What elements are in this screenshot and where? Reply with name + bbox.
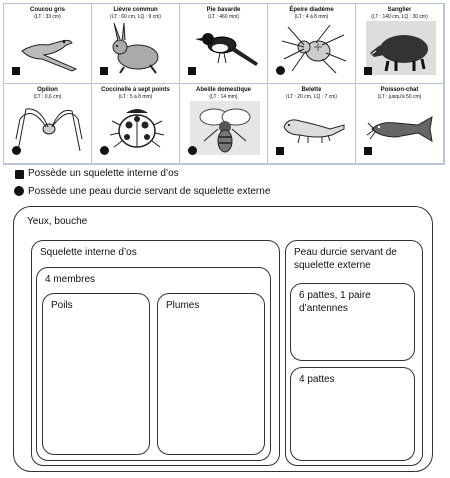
animal-card <box>268 4 356 84</box>
circle-marker-icon <box>100 146 109 155</box>
box-hair <box>42 293 150 455</box>
animal-size: (LT : 140 cm, LQ : 30 cm) <box>371 14 428 20</box>
animal-name: Coccinelle à sept points <box>101 87 170 93</box>
box-label-feathers: Plumes <box>166 300 200 311</box>
animal-size: (LT : 60 cm, LQ : 9 cm) <box>110 14 161 20</box>
animal-name: Sanglier <box>387 7 412 13</box>
box-feathers <box>157 293 265 455</box>
animal-size: (LT : 4 à 8 mm) <box>294 14 329 20</box>
box-label-four-legs: 4 pattes <box>299 374 335 385</box>
animal-size: (LT : jusqu'à 50 cm) <box>377 94 422 100</box>
weasel-icon <box>278 101 348 155</box>
ladybug-icon <box>102 101 172 155</box>
harvestman-icon <box>14 101 84 155</box>
circle-marker-icon <box>188 146 197 155</box>
square-marker-icon <box>188 67 196 75</box>
animal-size: (LT : 5 à 8 mm) <box>118 94 153 100</box>
animal-card <box>180 84 268 164</box>
animal-card <box>4 4 92 84</box>
bee-icon <box>190 101 260 155</box>
animal-size: (LT : 460 mm) <box>208 14 239 20</box>
legend-external-skeleton: Possède une peau durcie servant de squelette externe <box>28 186 271 197</box>
box-label-external-skeleton: Peau durcie servant de squelette externe <box>294 247 397 271</box>
box-label-six-legs: 6 pattes, 1 paire d’antennes <box>299 290 371 314</box>
circle-marker-icon <box>12 146 21 155</box>
animal-card <box>4 84 92 164</box>
animal-card <box>356 4 444 84</box>
legend-internal-skeleton: Possède un squelette interne d’os <box>28 168 179 179</box>
animal-size: (LT : 33 cm) <box>34 14 61 20</box>
bird-icon <box>14 21 84 75</box>
circle-marker-icon <box>276 66 285 75</box>
box-label-hair: Poils <box>51 300 73 311</box>
animal-size: (LT : 0,6 cm) <box>33 94 62 100</box>
animal-card <box>180 4 268 84</box>
square-marker-icon <box>364 147 372 155</box>
box-label-four-limbs: 4 membres <box>45 274 96 285</box>
animal-name: Épeire diadème <box>289 7 334 13</box>
square-marker-icon <box>276 147 284 155</box>
catfish-icon <box>366 101 436 155</box>
magpie-icon <box>190 21 260 75</box>
animal-card <box>356 84 444 164</box>
animal-size: (LT : 14 mm) <box>209 94 238 100</box>
square-marker-icon <box>12 67 20 75</box>
animal-card <box>92 84 180 164</box>
spider-icon <box>278 21 348 75</box>
animal-name: Abeille domestique <box>195 87 251 93</box>
box-label-internal-skeleton: Squelette interne d’os <box>40 247 137 258</box>
animal-size: (LT : 20 cm, LQ : 7 cm) <box>286 94 337 100</box>
animal-card <box>268 84 356 164</box>
animal-name: Poisson-chat <box>380 87 419 93</box>
animal-card <box>92 4 180 84</box>
box-six-legs <box>290 283 415 361</box>
hare-icon <box>102 21 172 75</box>
box-label-eyes-mouth: Yeux, bouche <box>27 216 88 227</box>
square-marker-icon <box>100 67 108 75</box>
square-marker-icon <box>364 67 372 75</box>
legend-square-icon <box>15 170 24 179</box>
animal-name: Coucou gris <box>29 7 65 13</box>
animal-name: Belette <box>301 87 322 93</box>
animal-name: Opilion <box>37 87 58 93</box>
animal-name: Pie bavarde <box>206 7 241 13</box>
animal-name: Lièvre commun <box>113 7 158 13</box>
legend-circle-icon <box>14 186 24 196</box>
boar-icon <box>366 21 436 75</box>
box-four-legs <box>290 367 415 461</box>
